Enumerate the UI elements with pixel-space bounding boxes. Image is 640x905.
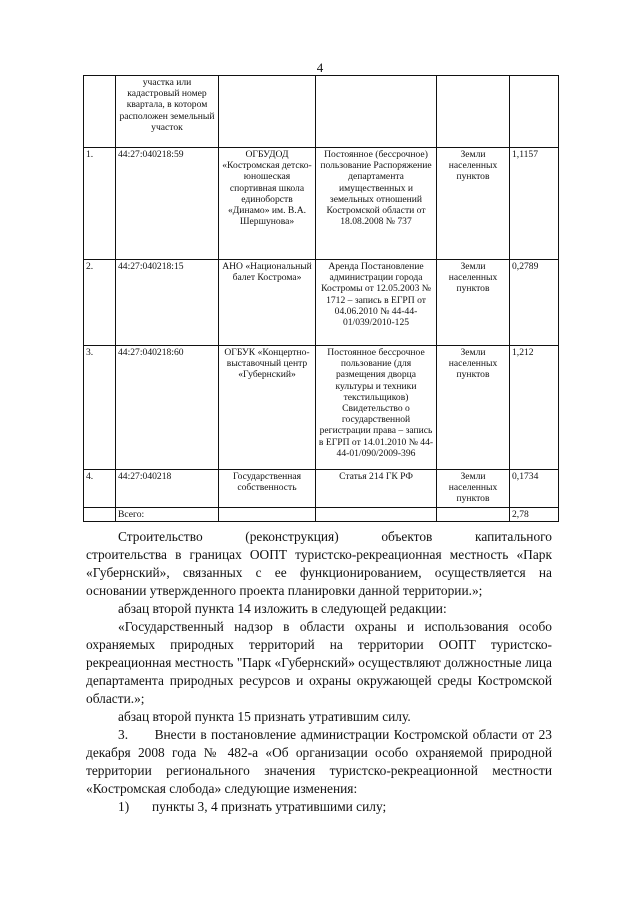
list-item-text: пункты 3, 4 признать утратившими силу; <box>152 799 387 814</box>
table-row <box>84 260 559 346</box>
row-number: 2. <box>84 260 116 346</box>
section-number: 3. <box>118 727 129 742</box>
page-number: 4 <box>316 60 324 75</box>
cadastral-number: 44:27:040218:15 <box>116 260 219 346</box>
paragraph-section3 <box>86 726 552 798</box>
table-row <box>84 148 559 260</box>
list-item-number: 1) <box>118 799 130 814</box>
land-category: Земли населенных пунктов <box>437 148 510 260</box>
area-value: 1,212 <box>510 346 559 470</box>
table-header-row <box>84 76 559 148</box>
right-type: Постоянное (бессрочное) пользование Распоряжение департамента имущественных и земельных отношений Костромской области от 18.08.2008 № 737 <box>316 148 437 260</box>
cadastral-number: 44:27:040218:59 <box>116 148 219 260</box>
holder-name: АНО «Национальный балет Кострома» <box>219 260 316 346</box>
land-plots-table <box>83 75 559 522</box>
paragraph-construction-line1: Строительство (реконструкция) объектов капитального <box>118 529 552 544</box>
cadastral-number: 44:27:040218:60 <box>116 346 219 470</box>
total-label: Всего: <box>116 508 219 522</box>
row-number: 4. <box>84 470 116 508</box>
section-text: Внести в постановление администрации Костромской области от 23 декабря 2008 года № 482-а «Об организации особо охраняемой природной территории регионального значения туристско-рекреационной местности «Костромская слобода» следующие изменения: <box>86 727 552 796</box>
cadastral-number: 44:27:040218 <box>116 470 219 508</box>
holder-name: Государственная собственность <box>219 470 316 508</box>
header-cell-cadastral: участка или кадастровый номер квартала, в котором расположен земельный участок <box>116 76 219 148</box>
right-type: Аренда Постановление администрации города Костромы от 12.05.2003 № 1712 – запись в ЕГРП от 04.06.2010 № 44-44-01/039/2010-125 <box>316 260 437 346</box>
land-category: Земли населенных пунктов <box>437 470 510 508</box>
row-number: 1. <box>84 148 116 260</box>
row-number: 3. <box>84 346 116 470</box>
land-category: Земли населенных пунктов <box>437 346 510 470</box>
right-type: Статья 214 ГК РФ <box>316 470 437 508</box>
paragraph-item15: абзац второй пункта 15 признать утратившим силу. <box>118 709 411 724</box>
holder-name: ОГБУДОД «Костромская детско-юношеская спортивная школа единоборств «Динамо» им. В.А. Шершунова» <box>219 148 316 260</box>
paragraph-construction: строительства в границах ООПТ туристско-рекреационная местность «Парк «Губернский», связанных с ее функционированием, осуществляется на основании утвержденного проекта планировки данной территории.»; <box>86 547 552 598</box>
paragraph-state-supervision: «Государственный надзор в области охраны и использования особо охраняемых природных территорий на территории ООПТ туристско-рекреационная местность "Парк «Губернский» осуществляют должностные лица департамента природных ресурсов и охраны окружающей среды Костромской области.»; <box>86 619 552 706</box>
land-category: Земли населенных пунктов <box>437 260 510 346</box>
holder-name: ОГБУК «Концертно-выставочный центр «Губернский» <box>219 346 316 470</box>
table-total-row <box>84 508 559 522</box>
paragraph-item14: абзац второй пункта 14 изложить в следующей редакции: <box>118 601 447 616</box>
right-type: Постоянное бессрочное пользование (для размещения дворца культуры и техники текстильщиков) Свидетельство о государственной регистрации права – запись в ЕГРП от 14.01.2010 № 44-44-01/090/2009-396 <box>316 346 437 470</box>
area-value: 0,1734 <box>510 470 559 508</box>
table-row <box>84 470 559 508</box>
total-value: 2,78 <box>510 508 559 522</box>
area-value: 0,2789 <box>510 260 559 346</box>
document-body <box>86 528 552 816</box>
list-item <box>86 798 552 816</box>
area-value: 1,1157 <box>510 148 559 260</box>
table-row <box>84 346 559 470</box>
